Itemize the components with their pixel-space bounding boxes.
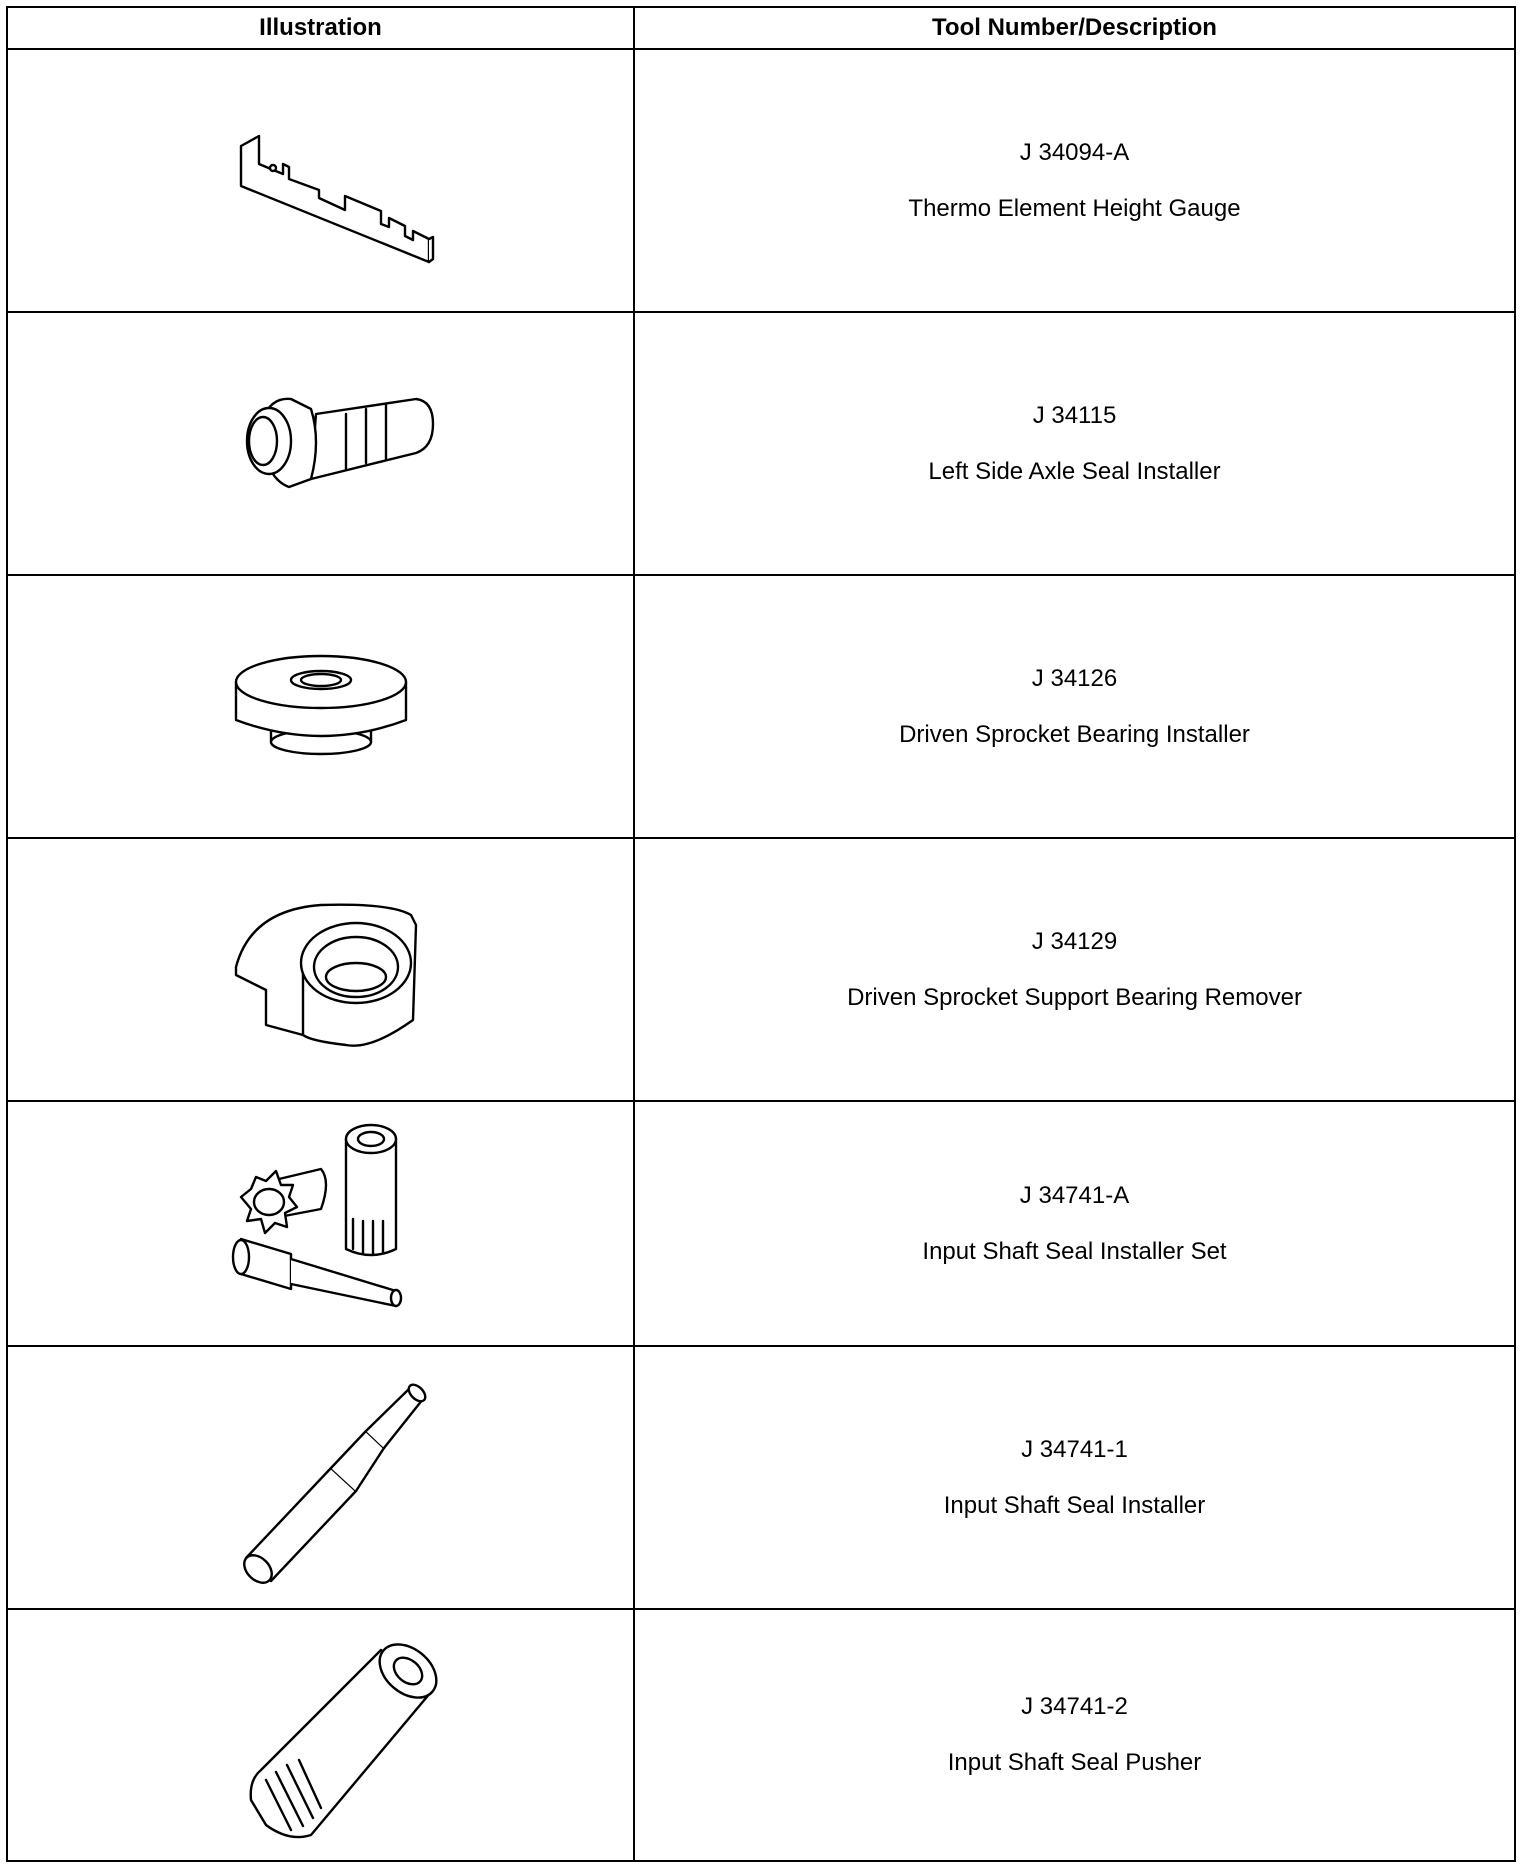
table-row bbox=[7, 838, 1515, 1101]
header-row bbox=[7, 7, 1515, 49]
seal-pusher-icon bbox=[171, 1620, 471, 1850]
tool-description: Input Shaft Seal Installer Set bbox=[922, 1237, 1227, 1265]
tool-description: Input Shaft Seal Installer bbox=[943, 1491, 1206, 1519]
tool-description: Driven Sprocket Bearing Installer bbox=[899, 720, 1250, 748]
tool-description: Thermo Element Height Gauge bbox=[908, 194, 1241, 222]
axle-seal-installer-icon bbox=[171, 329, 471, 559]
tool-description: Driven Sprocket Support Bearing Remover bbox=[847, 983, 1302, 1011]
height-gauge-icon bbox=[171, 66, 471, 296]
illustration-cell bbox=[7, 1346, 634, 1609]
tool-description: Left Side Axle Seal Installer bbox=[928, 457, 1221, 485]
illustration-cell bbox=[7, 575, 634, 838]
bearing-remover-icon bbox=[171, 855, 471, 1085]
table-row bbox=[7, 1346, 1515, 1609]
table-row bbox=[7, 1609, 1515, 1861]
illustration-cell bbox=[7, 838, 634, 1101]
tool-number: J 34741-A bbox=[1019, 1181, 1130, 1209]
illustration-cell bbox=[7, 49, 634, 312]
table-row bbox=[7, 312, 1515, 575]
tool-description-cell bbox=[634, 838, 1515, 1101]
tool-number: J 34126 bbox=[1031, 664, 1118, 692]
tool-number: J 34115 bbox=[1032, 401, 1117, 429]
tool-description-cell bbox=[634, 1346, 1515, 1609]
seal-installer-icon bbox=[171, 1363, 471, 1593]
tool-description: Input Shaft Seal Pusher bbox=[947, 1749, 1202, 1776]
tool-number: J 34741-2 bbox=[1021, 1693, 1128, 1720]
tool-description-cell bbox=[634, 312, 1515, 575]
tool-description-cell bbox=[634, 49, 1515, 312]
seal-installer-set-icon bbox=[171, 1109, 471, 1339]
tool-number: J 34129 bbox=[1031, 927, 1118, 955]
table-row bbox=[7, 49, 1515, 312]
tool-description-cell bbox=[634, 1101, 1515, 1346]
illustration-cell bbox=[7, 312, 634, 575]
bearing-installer-icon bbox=[171, 592, 471, 822]
tool-description-cell bbox=[634, 575, 1515, 838]
illustration-cell bbox=[7, 1101, 634, 1346]
table-row bbox=[7, 575, 1515, 838]
tool-description-cell bbox=[634, 1609, 1515, 1861]
table-row bbox=[7, 1101, 1515, 1346]
tool-number: J 34094-A bbox=[1019, 138, 1130, 166]
illustration-cell bbox=[7, 1609, 634, 1861]
header-illustration: Illustration bbox=[7, 7, 634, 49]
header-tool-number-description: Tool Number/Description bbox=[634, 7, 1515, 49]
special-tools-table bbox=[6, 6, 1516, 1862]
tool-number: J 34741-1 bbox=[1021, 1435, 1128, 1463]
